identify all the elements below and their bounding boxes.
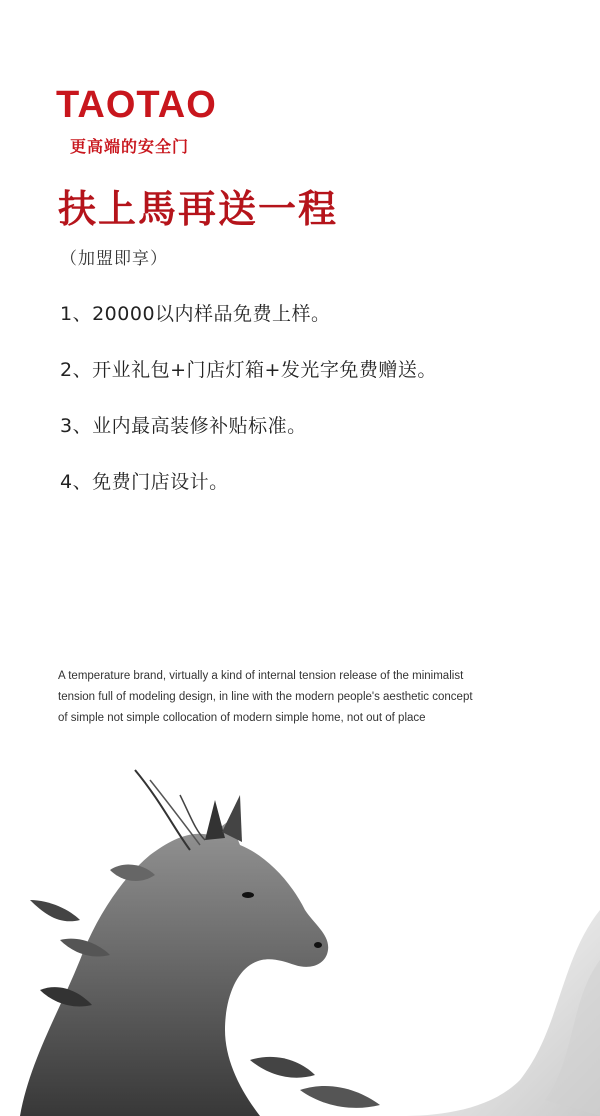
brand-logo: TAOTAO (56, 84, 217, 126)
subnote: （加盟即享） (60, 249, 168, 269)
description-line: tension full of modeling design, in line with the modern people's aesthetic concept (58, 691, 473, 703)
benefit-item: 1、20000以内样品免费上样。 (60, 303, 331, 325)
description-line: A temperature brand, virtually a kind of internal tension release of the minimalist (58, 670, 464, 682)
brand-description (58, 666, 558, 729)
brand-tagline: 更高端的安全门 (70, 137, 190, 156)
headline: 扶上馬再送一程 (58, 186, 339, 231)
benefit-item: 4、免费门店设计。 (60, 471, 229, 493)
description-line: of simple not simple collocation of modern simple home, not out of place (58, 712, 426, 724)
benefit-item: 2、开业礼包+门店灯箱+发光字免费赠送。 (60, 359, 437, 381)
benefits-list (60, 300, 437, 524)
benefit-item: 3、业内最高装修补贴标准。 (60, 415, 307, 437)
horse-illustration (0, 760, 600, 1116)
